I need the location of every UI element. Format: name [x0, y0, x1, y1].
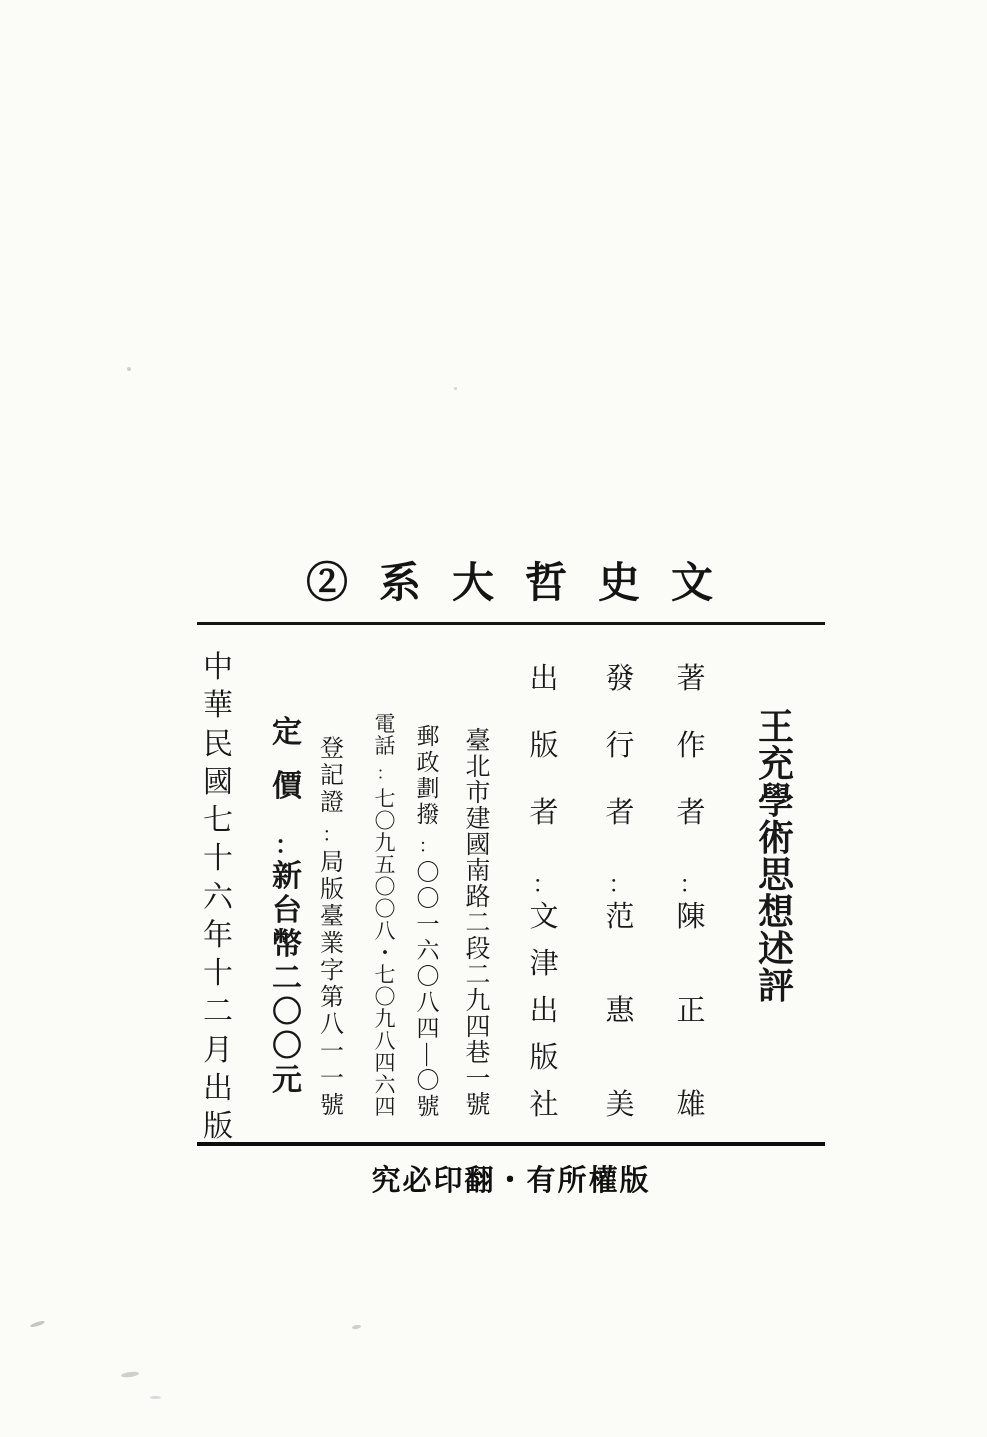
- colophon-column-book-title: [749, 625, 803, 1142]
- colophon-char: 一: [416, 912, 440, 937]
- colophon-char: 惠: [605, 995, 635, 1028]
- colon-separator: ：: [418, 835, 438, 856]
- colophon-column-author: [672, 625, 710, 1142]
- colophon-char: 美: [605, 1088, 635, 1121]
- colophon-char: 七: [203, 804, 233, 837]
- colophon-char: 五: [374, 853, 396, 877]
- colophon-char: 段: [465, 936, 491, 963]
- colophon-char: 臺: [320, 904, 344, 930]
- colophon-char: 二: [465, 910, 491, 937]
- colophon-char: 記: [320, 762, 344, 789]
- colophon-column-address: [461, 625, 495, 1142]
- colophon-char: 社: [529, 1088, 559, 1121]
- issuer-value: [605, 903, 634, 1120]
- colophon-char: 十: [203, 957, 233, 990]
- colophon-char: 登: [320, 735, 344, 762]
- colophon-column-issuer: [601, 625, 639, 1142]
- colophon-char: 〇: [374, 985, 396, 1009]
- colophon-char: 者: [676, 797, 706, 829]
- phone-value: [375, 789, 396, 1118]
- colophon-char: 六: [203, 880, 233, 914]
- colophon-char: ・: [374, 941, 396, 965]
- colophon-char: 雄: [676, 1088, 706, 1121]
- colophon-char: 想: [757, 892, 794, 932]
- colophon-char: 南: [465, 858, 491, 885]
- colophon-char: 出: [529, 663, 559, 695]
- price-value: [272, 862, 302, 1096]
- colophon-char: 版: [529, 1042, 559, 1075]
- colophon-char: 版: [203, 1110, 233, 1143]
- colophon-char: 新: [272, 860, 302, 893]
- colophon-char: 北: [465, 754, 491, 781]
- colophon-char: 正: [676, 995, 706, 1028]
- colophon-char: 局: [320, 850, 344, 876]
- colophon-char: 范: [605, 901, 635, 934]
- colophon-char: 〇: [416, 1068, 440, 1093]
- colophon-char: 二: [272, 962, 302, 995]
- colophon-char: 市: [465, 780, 491, 807]
- scan-artifact: [121, 1371, 140, 1378]
- colophon-char: 幣: [272, 928, 302, 961]
- colophon-char: 二: [465, 962, 491, 989]
- colophon-char: 版: [320, 877, 344, 903]
- colophon-char: 者: [529, 797, 559, 829]
- colophon-char: 二: [203, 995, 233, 1029]
- colophon-char: 津: [529, 948, 559, 981]
- colophon-char: 〇: [416, 860, 440, 885]
- colophon-char: 出: [529, 995, 559, 1028]
- colophon-char: 一: [465, 1066, 491, 1093]
- colophon-char: 號: [416, 1094, 440, 1119]
- colophon-char: 定: [272, 716, 302, 749]
- colophon-char: 撥: [416, 801, 440, 827]
- colophon-char: 中: [203, 651, 233, 684]
- colophon-char: 建: [465, 806, 491, 833]
- colophon-char: 國: [465, 832, 491, 859]
- colophon-char: 〇: [272, 996, 302, 1029]
- colophon-char: 十: [203, 842, 233, 876]
- colophon-char: 六: [374, 1073, 396, 1097]
- colophon-char: 九: [374, 1007, 396, 1031]
- colophon-char: 民: [203, 727, 233, 761]
- colophon-char: 四: [465, 1014, 491, 1041]
- publisher-label: [529, 665, 558, 897]
- colophon-char: 充: [757, 744, 794, 784]
- colophon-char: 六: [416, 938, 440, 963]
- scan-artifact: [150, 1396, 161, 1399]
- colophon-column-date: [199, 625, 237, 1142]
- colophon-char: 版: [529, 730, 559, 762]
- colophon-char: 述: [757, 929, 794, 969]
- colophon-char: 著: [676, 663, 706, 695]
- colophon-char: 八: [320, 1012, 344, 1038]
- colophon-char: 九: [465, 988, 491, 1015]
- postal-value: [417, 861, 440, 1118]
- colophon-char: 〇: [374, 809, 396, 833]
- colophon-char: 九: [374, 831, 396, 855]
- colophon-char: 郵: [416, 723, 440, 749]
- colophon-char: 〇: [374, 897, 396, 921]
- colophon-char: 政: [416, 749, 440, 775]
- colophon-char: 業: [320, 931, 344, 957]
- colophon-char: 四: [374, 1051, 396, 1075]
- colophon-char: 巷: [465, 1040, 491, 1067]
- colon-separator: ：: [679, 872, 703, 898]
- colophon-char: 〇: [416, 964, 440, 989]
- colophon-char: 者: [605, 797, 635, 829]
- colophon-column-publisher: [525, 625, 563, 1142]
- colophon-char: 路: [465, 884, 491, 911]
- scan-artifact: [352, 1324, 362, 1330]
- colophon-char: —: [415, 1043, 441, 1066]
- colophon-char: 元: [272, 1064, 302, 1097]
- colophon-char: 出: [203, 1071, 233, 1105]
- colophon-char: 王: [757, 707, 794, 747]
- colophon-char: 四: [416, 1016, 440, 1041]
- colon-separator: ：: [376, 764, 394, 784]
- author-label: [676, 665, 705, 897]
- colophon-column-registration: [315, 625, 349, 1142]
- colon-separator: ：: [275, 833, 299, 859]
- copyright-notice: 究必印翻・有所權版: [371, 1165, 651, 1197]
- author-value: [676, 903, 705, 1120]
- colophon-char: 學: [757, 781, 794, 821]
- colophon-char: 八: [374, 919, 396, 943]
- colophon-char: 四: [374, 1095, 396, 1119]
- colophon-box: [197, 622, 825, 1146]
- colophon-char: 七: [374, 787, 396, 811]
- colophon-char: 台: [272, 894, 302, 927]
- scan-artifact: [30, 1320, 46, 1328]
- colophon-char: 字: [320, 958, 344, 984]
- colophon-char: 思: [757, 855, 794, 895]
- colophon-char: 國: [203, 765, 233, 799]
- colophon-char: 月: [203, 1033, 233, 1067]
- colophon-char: 電: [374, 712, 396, 737]
- colophon-char: 劃: [416, 775, 440, 801]
- colophon-char: 話: [374, 734, 396, 759]
- colophon-char: 〇: [416, 886, 440, 911]
- colophon-char: 華: [203, 689, 233, 723]
- price-label: [272, 718, 302, 858]
- colophon-char: 八: [416, 990, 440, 1015]
- phone-label: [375, 714, 396, 783]
- registration-label: [320, 737, 344, 845]
- colophon-char: 陳: [676, 901, 706, 934]
- colophon-char: 作: [676, 730, 706, 762]
- colon-separator: ：: [322, 824, 342, 846]
- colophon-char: 年: [203, 918, 233, 952]
- colophon-char: 術: [757, 818, 794, 858]
- series-header: ②系大哲史文: [305, 561, 744, 607]
- issuer-label: [605, 665, 634, 897]
- colophon-char: 八: [374, 1029, 396, 1053]
- postal-label: [417, 725, 440, 855]
- colon-separator: ：: [608, 872, 632, 898]
- colophon-column-phone: [369, 625, 401, 1142]
- colophon-char: 價: [272, 770, 302, 803]
- scan-artifact: [454, 387, 457, 390]
- colophon-char: 行: [605, 730, 635, 762]
- registration-value: [320, 851, 344, 1118]
- colon-separator: ：: [532, 872, 556, 898]
- colophon-char: 評: [757, 966, 794, 1006]
- colophon-column-postal: [411, 625, 445, 1142]
- colophon-char: 第: [320, 985, 344, 1011]
- colophon-char: 發: [605, 663, 635, 695]
- colophon-char: 臺: [465, 728, 491, 755]
- colophon-char: 一: [320, 1066, 344, 1092]
- colophon-char: 七: [374, 963, 396, 987]
- colophon-char: 〇: [272, 1030, 302, 1063]
- colophon-char: 號: [465, 1092, 491, 1119]
- colophon-column-price: [265, 625, 309, 1142]
- colophon-char: 證: [320, 789, 344, 816]
- colophon-char: 文: [529, 901, 559, 934]
- publisher-value: [529, 903, 558, 1120]
- colophon-char: 一: [320, 1039, 344, 1065]
- colophon-char: 〇: [374, 875, 396, 899]
- colophon-char: 號: [320, 1093, 344, 1119]
- scan-artifact: [127, 367, 131, 371]
